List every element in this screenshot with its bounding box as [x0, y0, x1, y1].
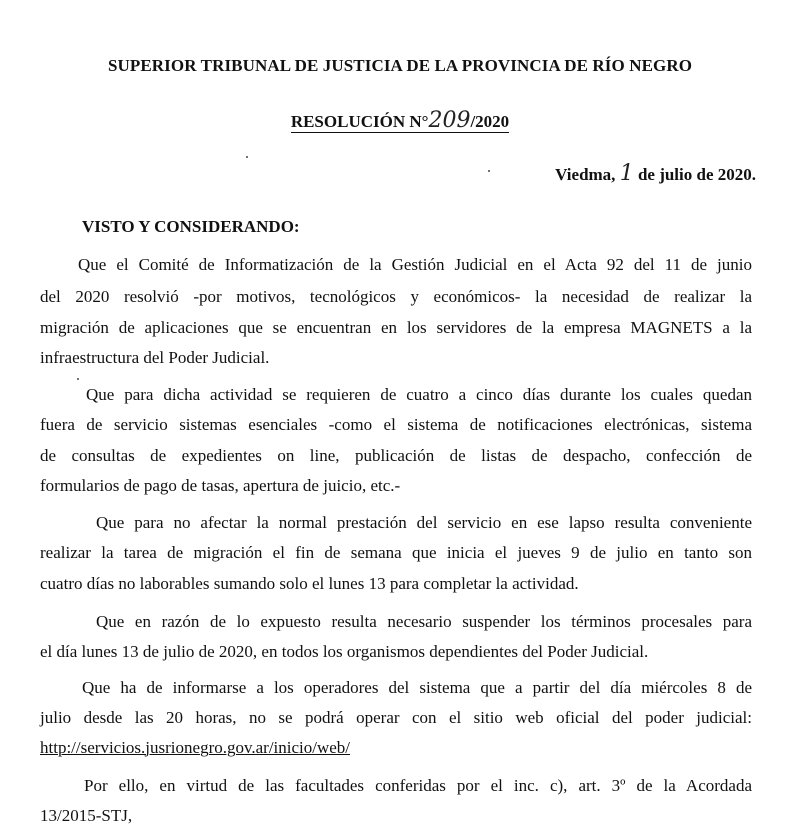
paragraph-3-line-2: realizar la tarea de migración el fin de semana que inicia el jueves 9 de julio en tanto son [40, 543, 752, 562]
resolution-prefix: RESOLUCIÓN N° [290, 112, 429, 131]
date-rest: de julio de 2020. [637, 165, 756, 184]
paragraph-5-line-1: Que ha de informarse a los operadores del sistema que a partir del día miércoles 8 de [82, 678, 752, 697]
paragraph-1-line-3: migración de aplicaciones que se encuentran en los servidores de la empresa MAGNETS a la [40, 318, 752, 337]
scan-speck [77, 378, 79, 380]
paragraph-2-line-1: Que para dicha actividad se requieren de cuatro a cinco días durante los cuales quedan [86, 385, 752, 404]
handwritten-date-day: 1 [619, 161, 634, 186]
resolution-number-line [290, 108, 510, 133]
paragraph-4-line-2: el día lunes 13 de julio de 2020, en todos los organismos dependientes del Poder Judicial. [40, 642, 649, 661]
paragraph-2-line-3: de consultas de expedientes on line, publicación de listas de despacho, confección de [40, 446, 752, 465]
section-heading: VISTO Y CONSIDERANDO: [82, 217, 300, 236]
paragraph-1-line-4: infraestructura del Poder Judicial. [40, 348, 270, 367]
paragraph-3-line-3: cuatro días no laborables sumando solo el lunes 13 para completar la actividad. [40, 574, 579, 593]
paragraph-6-line-1: Por ello, en virtud de las facultades conferidas por el inc. c), art. 3º de la Acordada [84, 776, 752, 795]
court-title: SUPERIOR TRIBUNAL DE JUSTICIA DE LA PROVINCIA DE RÍO NEGRO [107, 56, 693, 75]
paragraph-5-link-line [40, 738, 752, 758]
resolution-title [0, 108, 800, 133]
scan-speck [246, 156, 248, 158]
date-city: Viedma, [555, 165, 616, 184]
handwritten-resolution-number: 209 [428, 108, 471, 133]
paragraph-2-line-2: fuera de servicio sistemas esenciales -como el sistema de notificaciones electrónicas, sistema [40, 415, 752, 434]
paragraph-1-line-1: Que el Comité de Informatización de la Gestión Judicial en el Acta 92 del 11 de junio [78, 255, 752, 274]
paragraph-3-line-1: Que para no afectar la normal prestación del servicio en ese lapso resulta conveniente [96, 513, 752, 532]
paragraph-2-line-4: formularios de pago de tasas, apertura de juicio, etc.- [40, 476, 401, 495]
paragraph-4-line-1: Que en razón de lo expuesto resulta necesario suspender los términos procesales para [96, 612, 752, 631]
paragraph-6-line-2: 13/2015-STJ, [40, 806, 133, 825]
paragraph-5-line-2: julio desde las 20 horas, no se podrá operar con el sitio web oficial del poder judicial: [40, 708, 752, 727]
resolution-year: /2020 [470, 112, 510, 131]
scan-speck [488, 170, 490, 172]
judicial-website-link[interactable]: http://servicios.jusrionegro.gov.ar/inicio/web/ [40, 738, 351, 757]
date-line [555, 161, 756, 186]
paragraph-1-line-2: del 2020 resolvió -por motivos, tecnológicos y económicos- la necesidad de realizar la [40, 287, 752, 306]
